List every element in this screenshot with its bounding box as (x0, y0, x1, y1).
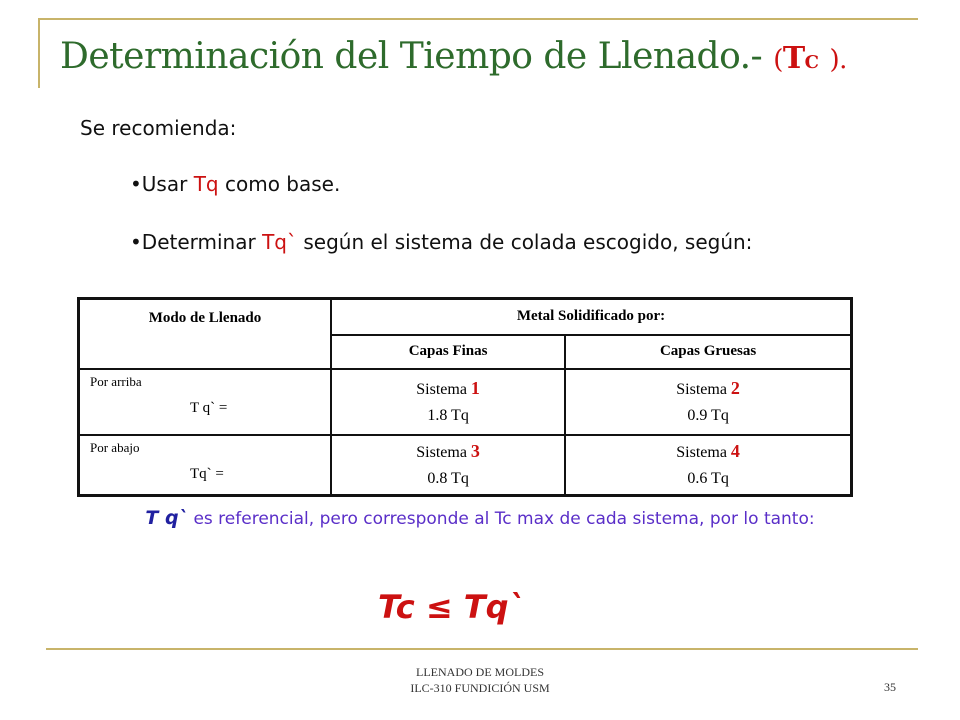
slide-title-t: T (782, 41, 805, 76)
row-eq: T q` = (190, 399, 228, 416)
footer-line2: ILC-310 FUNDICIÓN USM (410, 681, 550, 695)
bullet1-suffix: como base. (218, 172, 341, 196)
row-label-cell (79, 369, 332, 435)
bullet1-red: Tq (193, 172, 219, 196)
cell-thick (565, 369, 851, 435)
sys-num: 1 (470, 378, 480, 398)
bullet2-prefix: •Determinar (130, 230, 263, 254)
frame-left-rule (38, 18, 40, 88)
header-thin: Capas Finas (331, 335, 565, 369)
sys-label: Sistema (416, 444, 467, 462)
footer-line1: LLENADO DE MOLDES (416, 665, 544, 679)
bullet-determine-tq (130, 228, 850, 256)
sys-label: Sistema (676, 444, 727, 462)
frame-bottom-rule (46, 648, 918, 650)
table-row (79, 369, 852, 435)
slide-title-sub: C (804, 52, 819, 73)
bullet-use-tq (130, 170, 850, 198)
sys-val: 1.8 Tq (427, 407, 469, 424)
row-label: Por arriba (90, 373, 142, 389)
footer (360, 664, 600, 696)
sys-val: 0.9 Tq (687, 407, 729, 424)
header-thick: Capas Gruesas (565, 335, 851, 369)
bullet2-red: Tq` (262, 230, 297, 254)
cell-thin (331, 369, 565, 435)
fill-time-table (77, 297, 853, 497)
sys-num: 4 (730, 441, 740, 462)
header-metal: Metal Solidificado por: (331, 299, 852, 335)
slide-title-tc (783, 41, 819, 76)
slide-title-paren-open: ( (773, 45, 783, 75)
row-label-cell (79, 435, 332, 495)
row-eq: Tq` = (190, 466, 224, 483)
intro-text: Se recomienda: (80, 116, 237, 140)
sys-label: Sistema (676, 381, 727, 398)
slide-title-main: Determinación del Tiempo de Llenado.- (60, 36, 763, 77)
sys-val: 0.6 Tq (687, 470, 729, 488)
note-tq: T q` (145, 507, 189, 529)
cell-thin (331, 435, 565, 495)
sys-num: 2 (730, 378, 740, 398)
header-mode: Modo de Llenado (79, 299, 332, 369)
sys-val: 0.8 Tq (427, 470, 469, 488)
note-body: es referencial, pero corresponde al Tc max de cada sistema, por lo tanto: (188, 509, 815, 529)
cell-thick (565, 435, 851, 495)
sys-label: Sistema (416, 381, 467, 398)
sys-num: 3 (470, 441, 480, 462)
row-label: Por abajo (90, 440, 140, 456)
frame-top-rule (38, 18, 918, 20)
bullet2-suffix: según el sistema de colada escogido, según: (297, 230, 753, 254)
slide-title (60, 36, 847, 77)
page-number: 35 (884, 680, 896, 694)
bullet1-prefix: •Usar (130, 172, 194, 196)
slide-title-paren-close: ). (829, 45, 847, 75)
note-text (80, 505, 880, 532)
formula: Tc ≤ Tq` (378, 588, 525, 626)
table-row (79, 435, 852, 495)
